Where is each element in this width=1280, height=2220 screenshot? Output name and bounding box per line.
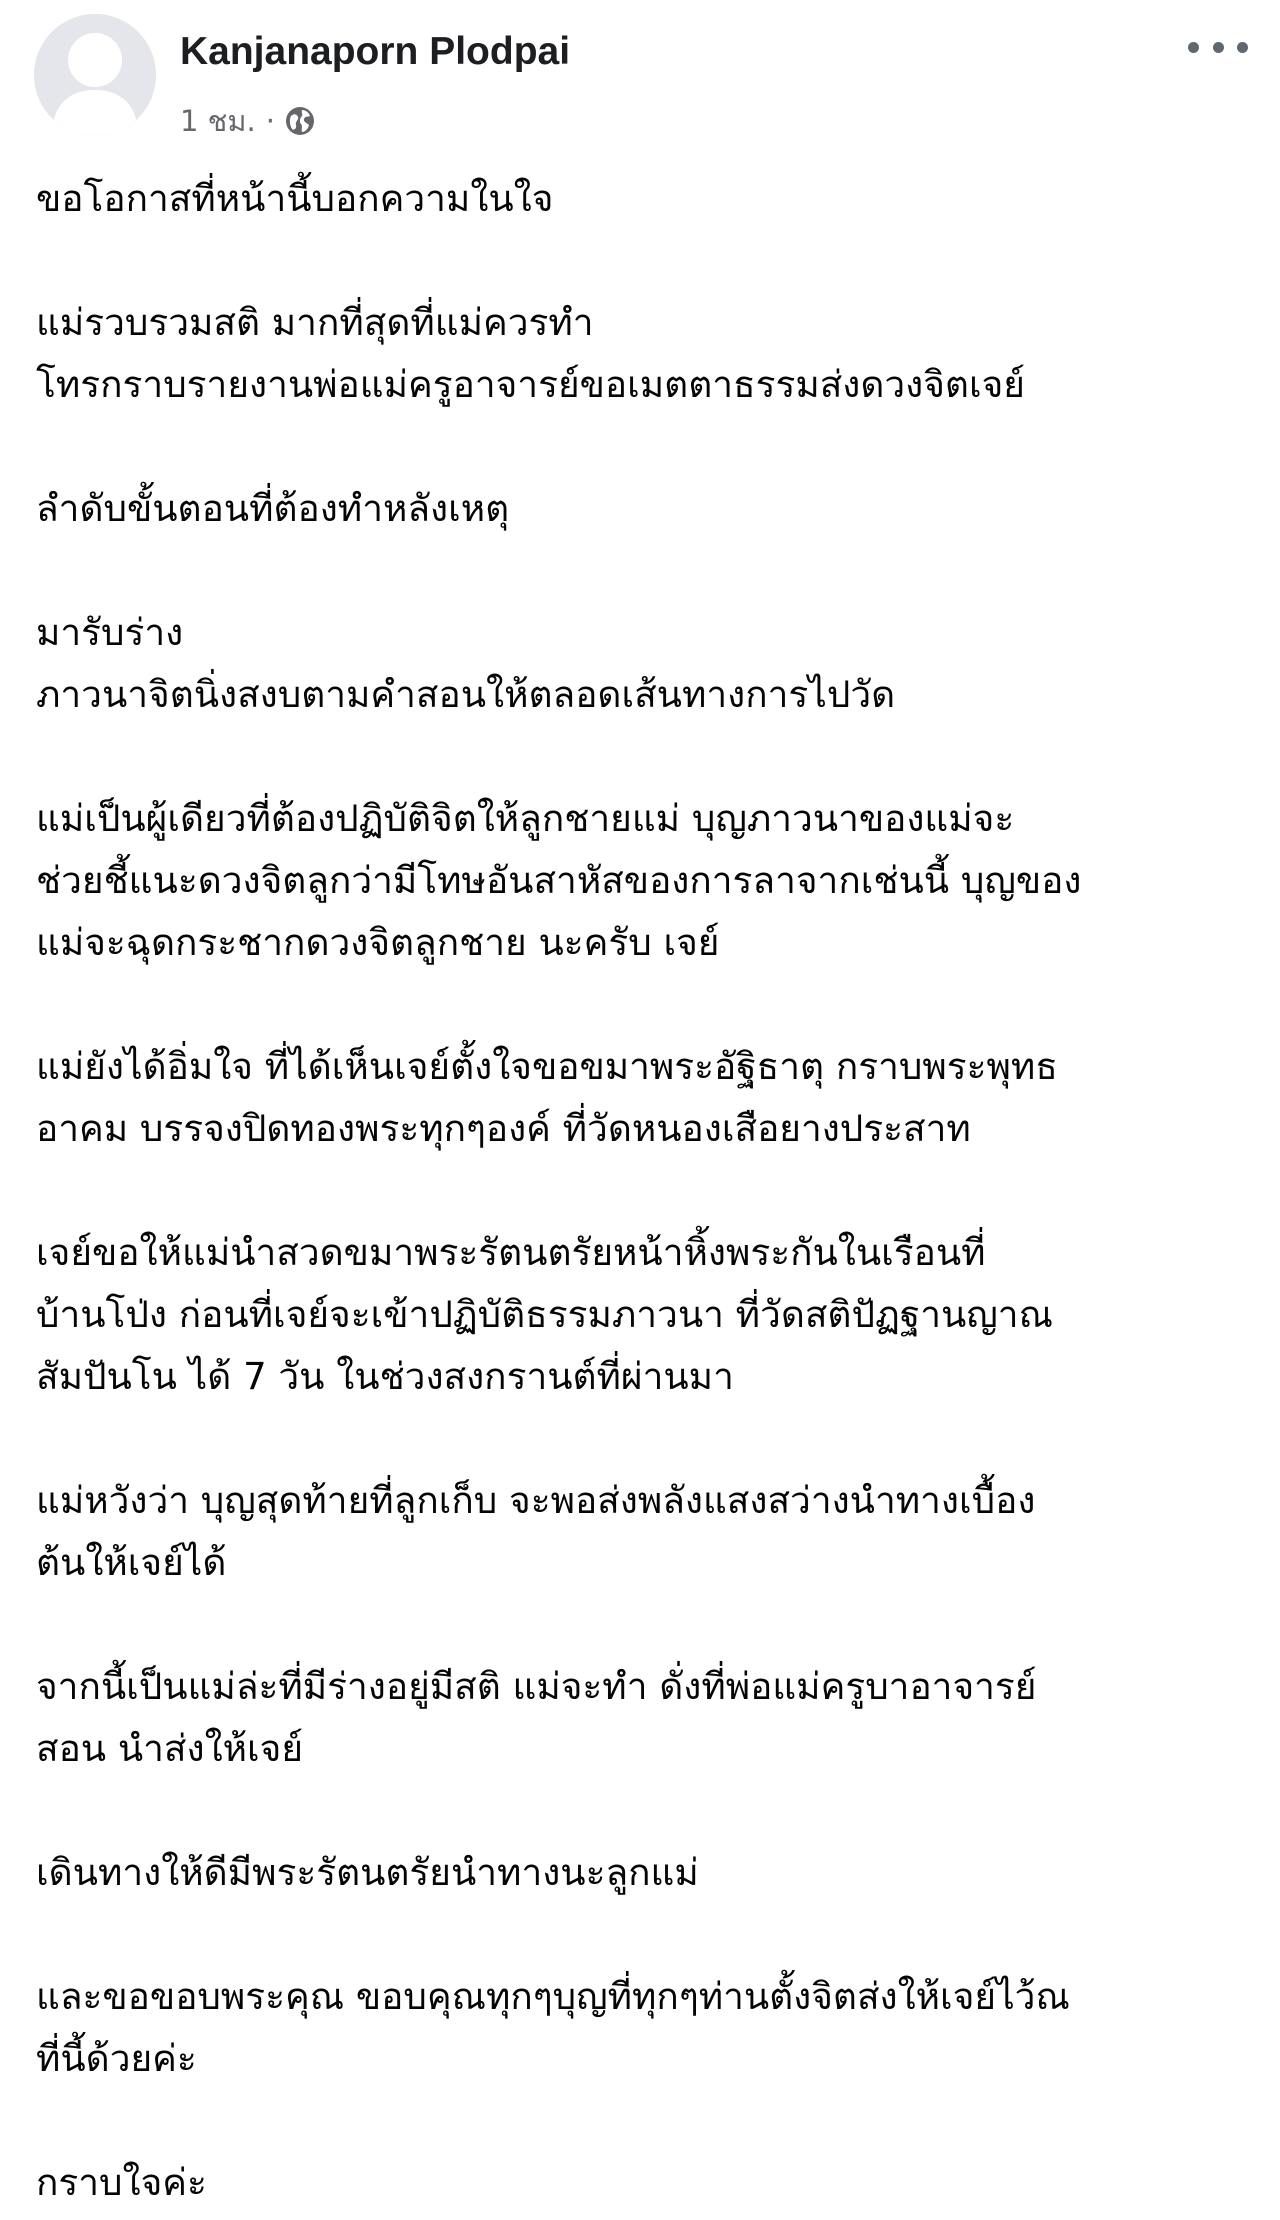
post-paragraph: [36, 602, 1246, 726]
post-paragraph: [36, 788, 1246, 974]
post-text-line: สัมปันโน ได้ 7 วัน ในช่วงสงกรานต์ที่ผ่านมา: [36, 1355, 734, 1398]
post-paragraph: [36, 168, 1246, 230]
post-text-line: ต้นให้เจย์ได้: [36, 1541, 227, 1584]
post-text-line: ภาวนาจิตนิ่งสงบตามคำสอนให้ตลอดเส้นทางการไปวัด: [36, 673, 896, 716]
post-text-line: เจย์ขอให้แม่นำสวดขมาพระรัตนตรัยหน้าหิ้งพระกันในเรือนที่: [36, 1231, 986, 1274]
more-options-icon[interactable]: [1188, 32, 1248, 62]
post-text-line: โทรกราบรายงานพ่อแม่ครูอาจารย์ขอเมตตาธรรมส่งดวงจิตเจย์: [36, 363, 1025, 406]
post-text-line: จากนี้เป็นแม่ล่ะที่มีร่างอยู่มีสติ แม่จะทำ ดั่งที่พ่อแม่ครูบาอาจารย์: [36, 1665, 1037, 1708]
post-timestamp[interactable]: 1 ชม.: [180, 104, 256, 138]
post-text-line: อาคม บรรจงปิดทองพระทุกๆองค์ ที่วัดหนองเสือยางประสาท: [36, 1107, 971, 1150]
post-text-line: แม่จะฉุดกระชากดวงจิตลูกชาย นะครับ เจย์: [36, 921, 720, 964]
post-text-line: ลำดับขั้นตอนที่ต้องทำหลังเหตุ: [36, 487, 510, 530]
author-name-link[interactable]: Kanjanaporn Plodpai: [180, 30, 571, 73]
post-text-line: แม่ยังได้อิ่มใจ ที่ได้เห็นเจย์ตั้งใจขอขมาพระอัฐิธาตุ กราบพระพุทธ: [36, 1045, 1058, 1088]
post-text-line: สอน นำส่งให้เจย์: [36, 1727, 304, 1770]
post-paragraph: [36, 1036, 1246, 1160]
post-text-line: ที่นี้ด้วยค่ะ: [36, 2037, 197, 2080]
post-paragraph: [36, 478, 1246, 540]
post-paragraph: [36, 1842, 1246, 1904]
post-text-line: กราบใจค่ะ: [36, 2161, 207, 2204]
post-body-text: [36, 168, 1246, 2214]
post-text-line: ช่วยชี้แนะดวงจิตลูกว่ามีโทษอันสาหัสของการลาจากเช่นนี้ บุญของ: [36, 859, 1082, 902]
meta-separator: ·: [265, 104, 275, 138]
post-text-line: ขอโอกาสที่หน้านี้บอกความในใจ: [36, 177, 554, 220]
globe-icon[interactable]: [283, 104, 317, 138]
post-text-line: มารับร่าง: [36, 611, 184, 654]
more-dot-icon: [1213, 42, 1224, 53]
post-paragraph: [36, 2152, 1246, 2214]
post-paragraph: [36, 1966, 1246, 2090]
post-text-line: บ้านโป่ง ก่อนที่เจย์จะเข้าปฏิบัติธรรมภาวนา ที่วัดสติปัฏฐานญาณ: [36, 1293, 1053, 1336]
post-paragraph: [36, 1222, 1246, 1408]
post-meta: [180, 98, 317, 144]
post-paragraph: [36, 1656, 1246, 1780]
post-text-line: เดินทางให้ดีมีพระรัตนตรัยนำทางนะลูกแม่: [36, 1851, 699, 1894]
more-dot-icon: [1237, 42, 1248, 53]
post-paragraph: [36, 1470, 1246, 1594]
post-text-line: แม่รวบรวมสติ มากที่สุดที่แม่ควรทำ: [36, 301, 594, 344]
post-paragraph: [36, 292, 1246, 416]
default-profile-avatar-icon[interactable]: [34, 14, 156, 136]
more-dot-icon: [1188, 42, 1199, 53]
post-text-line: แม่เป็นผู้เดียวที่ต้องปฏิบัติจิตให้ลูกชายแม่ บุญภาวนาของแม่จะ: [36, 797, 1015, 840]
post-text-line: แม่หวังว่า บุญสุดท้ายที่ลูกเก็บ จะพอส่งพลังแสงสว่างนำทางเบื้อง: [36, 1479, 1036, 1522]
post-text-line: และขอขอบพระคุณ ขอบคุณทุกๆบุญที่ทุกๆท่านตั้งจิตส่งให้เจย์ไว้ณ: [36, 1975, 1070, 2018]
